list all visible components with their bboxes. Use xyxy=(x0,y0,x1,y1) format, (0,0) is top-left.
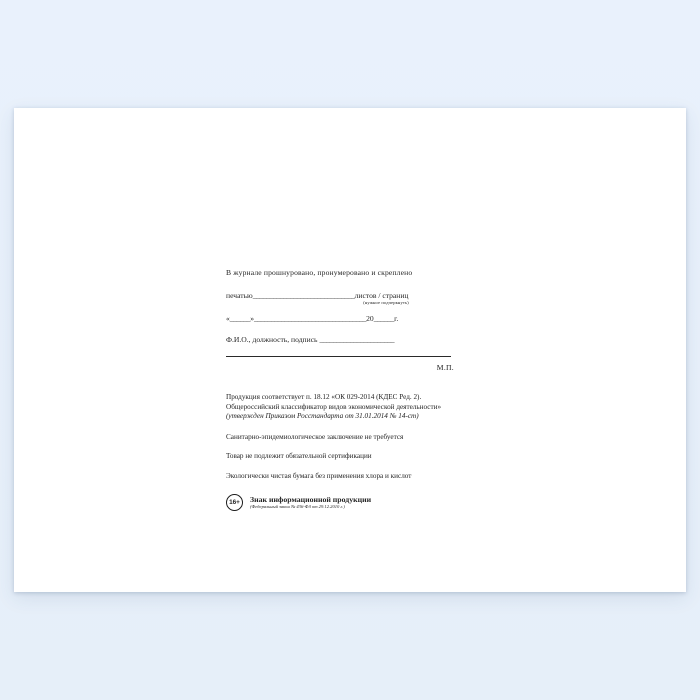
certification-line-1: В журнале прошнуровано, пронумеровано и скреплено xyxy=(226,268,413,277)
signature-rule xyxy=(226,355,451,357)
date-quote-open: « xyxy=(226,314,230,323)
notes-block xyxy=(226,393,478,511)
seal-fill-line: ______________________________ xyxy=(252,291,355,300)
age-rating-icon: 16+ xyxy=(226,494,243,511)
date-year-fill: ______ xyxy=(373,314,395,323)
seal-note: (нужное подчеркнуть) xyxy=(363,300,409,305)
seal-row xyxy=(226,291,478,300)
seal-suffix-label: листов / страниц xyxy=(354,291,409,300)
signature-label: Ф.И.О., должность, подпись xyxy=(226,335,318,344)
note-line-1: Продукция соответствует п. 18.12 «ОК 029-2014 (КДЕС Ред. 2). xyxy=(226,393,422,401)
date-row xyxy=(226,314,478,323)
date-month-fill: _________________________________ xyxy=(253,314,367,323)
signature-row xyxy=(226,335,478,344)
document-content xyxy=(226,268,478,511)
seal-place-label: М.П. xyxy=(436,363,454,372)
document-page xyxy=(14,108,686,592)
date-quote-close: » xyxy=(250,314,254,323)
signature-fill: ______________________ xyxy=(319,335,395,344)
note-line-5: Товар не подлежит обязательной сертификации xyxy=(226,452,372,461)
note-line-3: (утвержден Приказом Росстандарта от 31.01.2014 № 14-ст) xyxy=(226,412,419,421)
seal-prefix-label: печатью xyxy=(226,291,253,300)
info-mark-subtitle: (Федеральный закон № 436-ФЗ от 29.12.2010 г.) xyxy=(250,503,345,509)
note-line-2: Общероссийский классификатор видов экономической деятельности» xyxy=(226,402,442,411)
date-year-suffix: г. xyxy=(394,314,399,323)
date-day-fill: ______ xyxy=(229,314,251,323)
note-line-4: Санитарно-эпидемиологическое заключение не требуется xyxy=(226,432,404,441)
info-mark-text xyxy=(250,495,371,510)
info-mark-block xyxy=(226,494,478,511)
date-year-prefix: 20 xyxy=(366,314,374,323)
note-line-6: Экологически чистая бумага без применения хлора и кислот xyxy=(226,471,412,480)
info-mark-title: Знак информационной продукции xyxy=(250,494,372,504)
certification-block xyxy=(226,268,478,372)
